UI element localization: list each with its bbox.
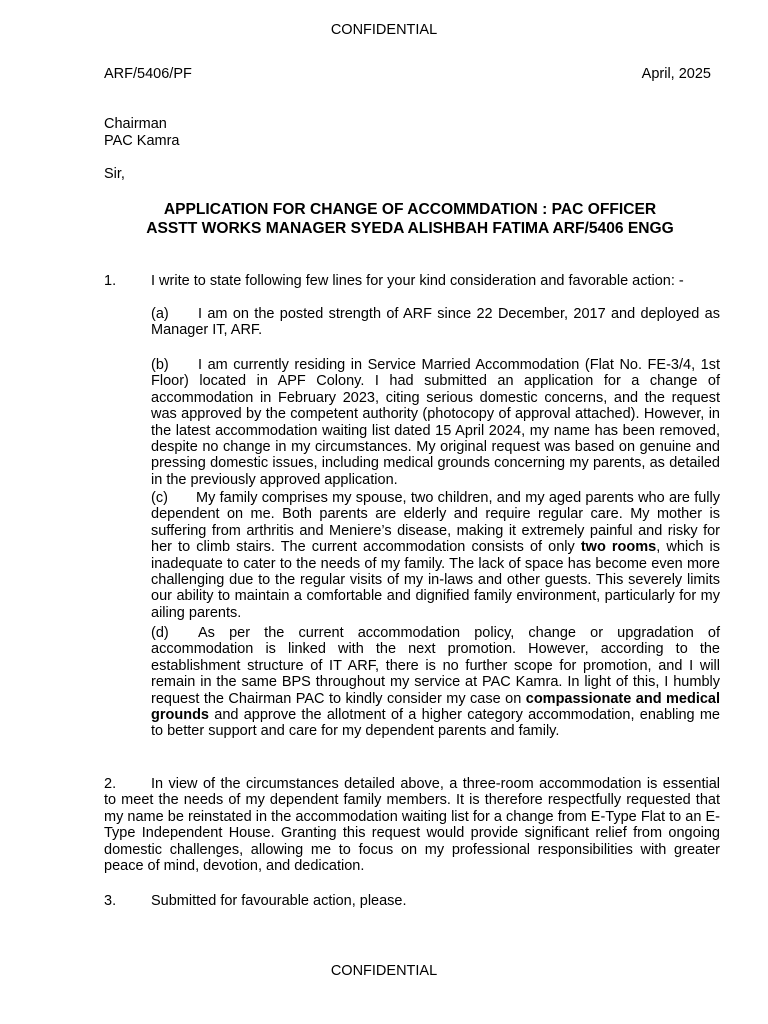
subparagraph-c xyxy=(151,490,720,621)
footer-classification: CONFIDENTIAL xyxy=(330,963,438,979)
subject-heading xyxy=(90,200,730,238)
paragraph-3-number: 3. xyxy=(104,893,117,909)
subparagraph-d xyxy=(151,625,720,740)
subparagraph-b xyxy=(151,357,720,488)
header-classification: CONFIDENTIAL xyxy=(330,22,438,38)
subparagraph-d-text-before: As per the current accommodation policy, change or upgradation of accommodation is linked with the next promotion. However, according to the establishment structure of IT ARF, there is no further scope for promotion, and I will remain in the same BPS throughout my service at PAC Kamra. In light of this, I humbly request the Chairman PAC to kindly consider my case on xyxy=(151,625,720,707)
subparagraph-d-label: (d) xyxy=(151,625,169,641)
subparagraph-a-text: I am on the posted strength of ARF since 22 December, 2017 and deployed as Manager IT, ARF. xyxy=(151,306,720,339)
paragraph-3-text: Submitted for favourable action, please. xyxy=(151,893,407,909)
reference-number: ARF/5406/PF xyxy=(104,66,192,82)
paragraph-1-number: 1. xyxy=(104,273,117,289)
addressee-line2: PAC Kamra xyxy=(104,133,180,149)
subparagraph-c-text-after: , which is inadequate to cater to the needs of my family. The lack of space has become even more challenging due to the regular visits of my in-laws and other guests. This severely limits our ability to maintain a comfortable and dignified family environment, particularly for my ailing parents. xyxy=(151,539,721,621)
paragraph-2 xyxy=(104,776,720,874)
subparagraph-b-text: I am currently residing in Service Married Accommodation (Flat No. FE-3/4, 1st Floor) located in APF Colony. I had submitted an application for a change of accommodation in February 2023, citing serious domestic concerns, and the request was approved by the competent authority (photocopy of approval attached). However, in the latest accommodation waiting list dated 15 April 2024, my name has been removed, despite no change in my circumstances. My original request was based on genuine and pressing domestic issues, including medical grounds concerning my parents, as detailed in the previously approved application. xyxy=(151,357,720,488)
addressee-line1: Chairman xyxy=(104,116,167,132)
subparagraph-d-bold: compassionate and medical grounds xyxy=(151,690,721,724)
subparagraph-a-label: (a) xyxy=(151,306,169,322)
paragraph-1-text: I write to state following few lines for your kind consideration and favorable action: - xyxy=(151,273,684,289)
subparagraph-a xyxy=(151,306,720,339)
subparagraph-d-text-after: and approve the allotment of a higher category accommodation, enabling me to better support and care for my dependent parents and family. xyxy=(151,707,721,740)
paragraph-2-text: In view of the circumstances detailed above, a three-room accommodation is essential to meet the needs of my dependent family members. It is therefore respectfully requested that my name be reinstated in the accommodation waiting list for a change from E-Type Flat to an E-Type Independent House. Granting this request would provide significant relief from ongoing domestic challenges, allowing me to focus on my professional responsibilities with greater peace of mind, devotion, and dedication. xyxy=(104,776,720,875)
letter-date: April, 2025 xyxy=(641,66,711,82)
salutation: Sir, xyxy=(104,166,125,182)
subject-line1: APPLICATION FOR CHANGE OF ACCOMMDATION : PAC OFFICER xyxy=(163,201,657,218)
subparagraph-b-label: (b) xyxy=(151,357,169,373)
subparagraph-c-text-before: My family comprises my spouse, two children, and my aged parents who are fully dependent on me. Both parents are elderly and require regular care. My mother is suffering from arthritis and Meniere’s disease, making it extremely painful and risky for her to climb stairs. The current accommodation consists of only xyxy=(151,490,720,556)
subject-line2: ASSTT WORKS MANAGER SYEDA ALISHBAH FATIMA ARF/5406 ENGG xyxy=(146,220,674,237)
subparagraph-c-label: (c) xyxy=(151,490,168,506)
subparagraph-c-bold: two rooms xyxy=(580,539,657,556)
paragraph-2-number: 2. xyxy=(104,776,117,792)
